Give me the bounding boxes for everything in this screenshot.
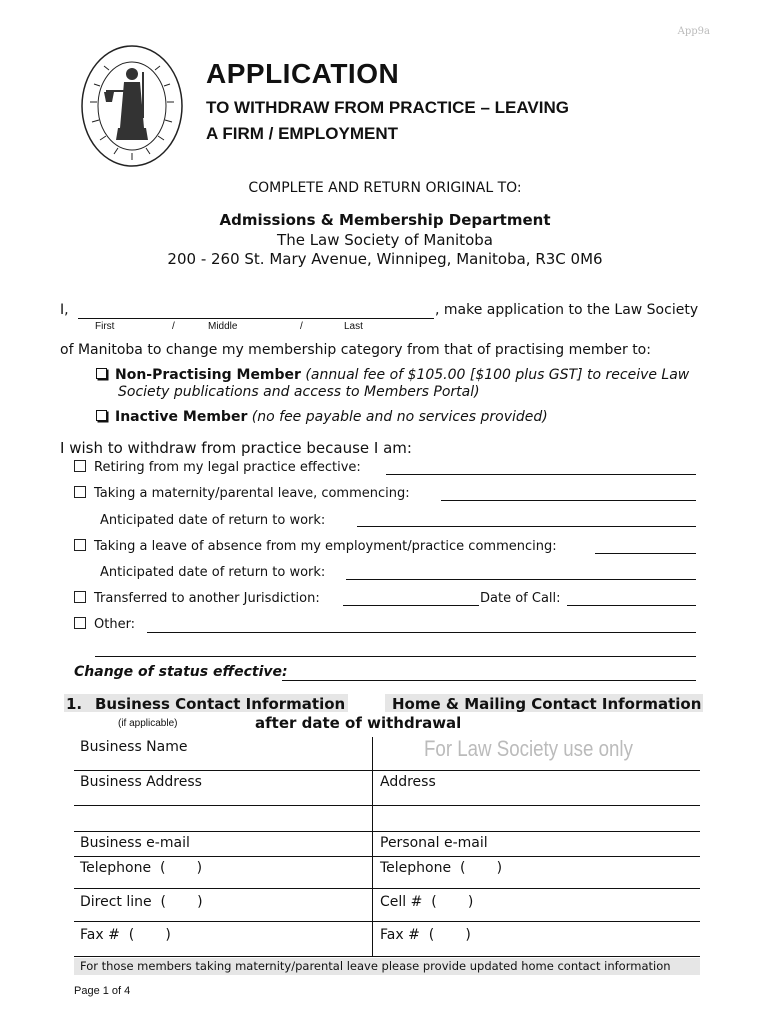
home-fax-field[interactable]: Fax # ( )	[380, 927, 471, 943]
name-sep-1: /	[172, 321, 175, 332]
title-line-3: A FIRM / EMPLOYMENT	[206, 124, 399, 143]
option-non-practising-desc: (annual fee of $105.00 [$100 plus GST] to receive Law	[300, 367, 690, 383]
name-label-middle: Middle	[208, 321, 238, 332]
reasons-heading: I wish to withdraw from practice because I am:	[60, 439, 412, 457]
applicant-name-field[interactable]	[78, 318, 434, 319]
anticipated-return-1: Anticipated date of return to work:	[100, 513, 326, 528]
reason-transferred[interactable]: Transferred to another Jurisdiction:	[74, 591, 320, 606]
return-department: Admissions & Membership Department	[219, 211, 551, 229]
retiring-date-field[interactable]	[386, 474, 696, 475]
anticipated-return-2: Anticipated date of return to work:	[100, 565, 326, 580]
reason-leave[interactable]: Taking a leave of absence from my employment/practice commencing:	[74, 539, 557, 554]
law-society-seal	[80, 44, 184, 168]
personal-email-field[interactable]: Personal e-mail	[380, 835, 488, 851]
section-number: 1.	[66, 695, 83, 713]
date-of-call-label: Date of Call:	[480, 591, 561, 606]
row-line	[74, 956, 700, 957]
maternity-date-field[interactable]	[441, 500, 696, 501]
business-address-field[interactable]: Business Address	[80, 774, 202, 790]
footer-note: For those members taking maternity/parental leave please provide updated home contact information	[80, 959, 671, 973]
checkbox-icon[interactable]	[74, 539, 86, 551]
option-non-practising-desc-2: Society publications and access to Members Portal)	[118, 384, 480, 400]
return-heading: COMPLETE AND RETURN ORIGINAL TO:	[248, 180, 522, 196]
title-application: APPLICATION	[206, 58, 400, 89]
return-address: 200 - 260 St. Mary Avenue, Winnipeg, Manitoba, R3C 0M6	[167, 250, 603, 268]
row-line	[74, 921, 700, 922]
reason-other[interactable]: Other:	[74, 617, 135, 632]
business-fax-field[interactable]: Fax # ( )	[80, 927, 171, 943]
option-inactive[interactable]	[96, 409, 548, 425]
applicant-suffix: , make application to the Law Society	[435, 302, 699, 318]
checkbox-icon[interactable]	[74, 617, 86, 629]
direct-line-field[interactable]: Direct line ( )	[80, 894, 203, 910]
return-organization: The Law Society of Manitoba	[277, 231, 493, 249]
change-status-label: Change of status effective:	[74, 664, 288, 680]
home-heading: Home & Mailing Contact Information	[392, 695, 702, 713]
cell-field[interactable]: Cell # ( )	[380, 894, 474, 910]
page-number: Page 1 of 4	[74, 985, 131, 997]
row-line	[74, 856, 700, 857]
business-heading: Business Contact Information	[95, 695, 346, 713]
applicant-prefix: I,	[60, 302, 69, 318]
title-line-2: TO WITHDRAW FROM PRACTICE – LEAVING	[206, 98, 569, 117]
option-inactive-desc: (no fee payable and no services provided)	[247, 409, 548, 425]
option-non-practising-title: Non-Practising Member	[115, 367, 301, 383]
row-line	[74, 888, 700, 889]
jurisdiction-field[interactable]	[343, 605, 479, 606]
row-line	[74, 770, 700, 771]
checkbox-icon[interactable]	[74, 460, 86, 472]
name-label-last: Last	[344, 321, 363, 332]
option-inactive-title: Inactive Member	[115, 409, 248, 425]
business-telephone-field[interactable]: Telephone ( )	[80, 860, 203, 876]
business-sub: (if applicable)	[118, 718, 178, 729]
name-sep-2: /	[300, 321, 303, 332]
office-use-watermark: For Law Society use only	[424, 736, 633, 761]
checkbox-icon[interactable]	[96, 410, 107, 421]
leave-date-field[interactable]	[595, 553, 696, 554]
home-sub: after date of withdrawal	[255, 714, 462, 732]
return-date-field-1[interactable]	[357, 526, 696, 527]
home-address-field[interactable]: Address	[380, 774, 436, 790]
checkbox-icon[interactable]	[74, 486, 86, 498]
row-line	[74, 805, 700, 806]
reason-retiring[interactable]: Retiring from my legal practice effective:	[74, 460, 361, 475]
return-date-field-2[interactable]	[346, 579, 696, 580]
reason-maternity[interactable]: Taking a maternity/parental leave, commencing:	[74, 486, 410, 501]
document-code: App9a	[677, 26, 710, 37]
home-telephone-field[interactable]: Telephone ( )	[380, 860, 503, 876]
name-label-first: First	[95, 321, 115, 332]
checkbox-icon[interactable]	[96, 368, 107, 379]
option-non-practising[interactable]	[96, 367, 716, 383]
other-field-2[interactable]	[95, 656, 696, 657]
checkbox-icon[interactable]	[74, 591, 86, 603]
business-email-field[interactable]: Business e-mail	[80, 835, 190, 851]
row-line	[74, 831, 700, 832]
change-status-field[interactable]	[282, 680, 696, 681]
business-name-field[interactable]: Business Name	[80, 739, 188, 755]
date-of-call-field[interactable]	[567, 605, 696, 606]
other-field[interactable]	[147, 632, 696, 633]
application-continuation: of Manitoba to change my membership category from that of practising member to:	[60, 342, 651, 358]
